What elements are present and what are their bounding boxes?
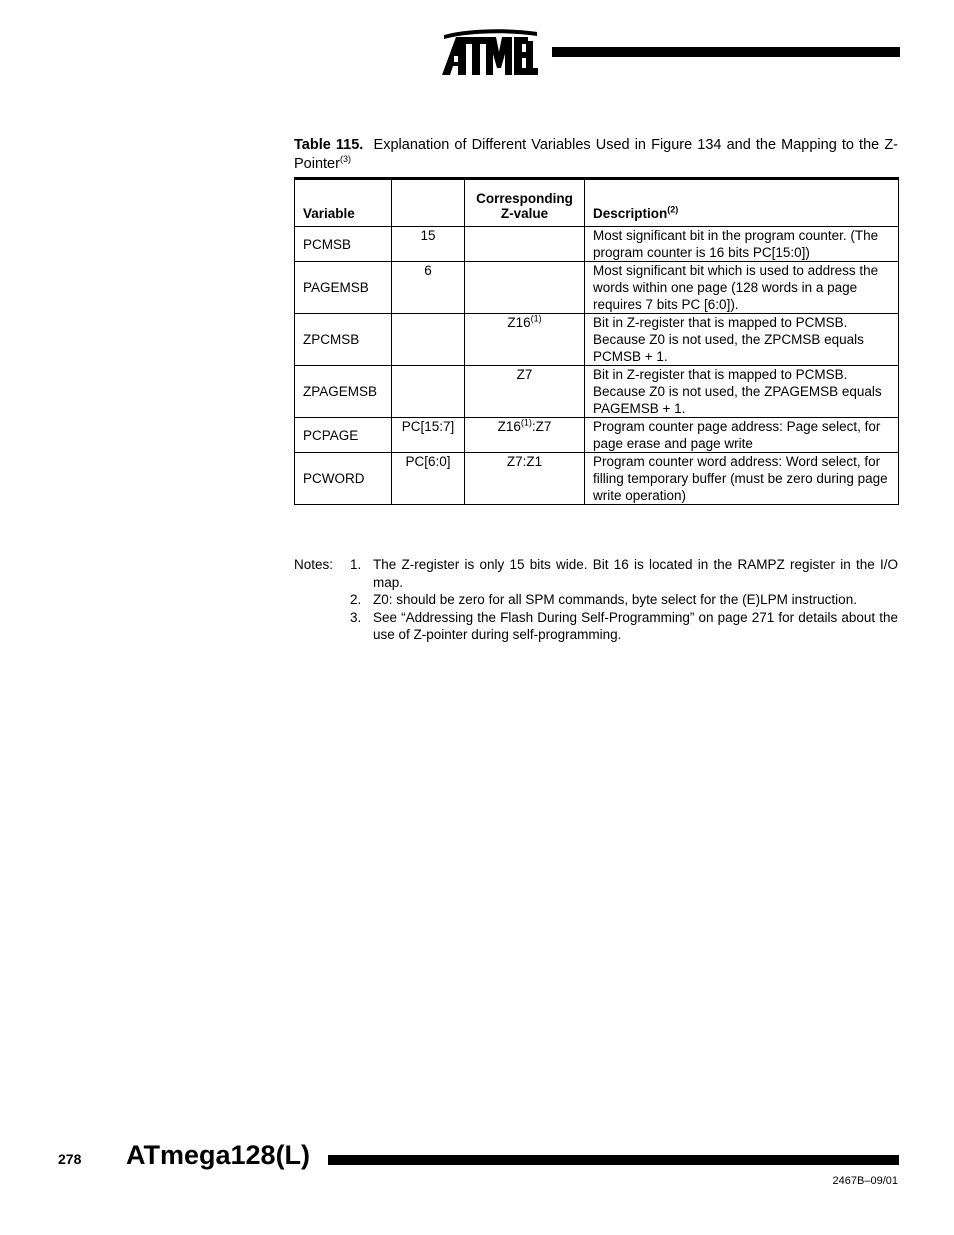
atmel-logo [440,28,540,78]
footer-rule [328,1155,899,1165]
notes-section [294,556,898,644]
cell-description: Bit in Z-register that is mapped to PCMSB. Because Z0 is not used, the ZPCMSB equals PCMSB + 1. [585,314,899,366]
cell-zvalue-tail: :Z7 [531,419,552,434]
description-footnote-ref: (2) [667,204,679,215]
cell-variable: PCMSB [295,227,392,262]
cell-bit: 6 [392,262,465,314]
document-code: 2467B–09/01 [832,1175,898,1187]
cell-description: Program counter word address: Word select, for filling temporary buffer (must be zero during page write operation) [585,453,899,505]
cell-variable: PCPAGE [295,418,392,453]
cell-description: Most significant bit in the program counter. (The program counter is 16 bits PC[15:0]) [585,227,899,262]
cell-variable: PCWORD [295,453,392,505]
cell-variable: ZPAGEMSB [295,366,392,418]
cell-zvalue [465,418,585,453]
cell-description: Program counter page address: Page select, for page erase and page write [585,418,899,453]
table-caption [294,136,898,174]
table-label: Table 115. [294,137,364,153]
variables-table [294,177,899,505]
cell-zvalue-text: Z7 [516,367,533,382]
page-number: 278 [58,1151,82,1167]
cell-zvalue [465,262,585,314]
note-item [294,556,898,591]
cell-description: Bit in Z-register that is mapped to PCMSB. Because Z0 is not used, the ZPAGEMSB equals PAGEMSB + 1. [585,366,899,418]
note-text: See “Addressing the Flash During Self-Programming” on page 271 for details about the use of Z-pointer during self-programming. [373,609,898,642]
zvalue-footnote-ref: (1) [520,417,532,428]
col-header-zvalue-line2: Z-value [500,206,549,221]
cell-variable: PAGEMSB [295,262,392,314]
cell-zvalue-text: Z7:Z1 [506,454,543,469]
col-header-description [585,179,899,227]
notes-label: Notes: [294,557,334,572]
table-row [295,453,899,505]
col-header-zvalue [465,179,585,227]
cell-bit: PC[15:7] [392,418,465,453]
table-row [295,366,899,418]
document-title: ATmega128(L) [126,1140,311,1170]
cell-bit: 15 [392,227,465,262]
cell-variable: ZPCMSB [295,314,392,366]
note-item [294,609,898,644]
col-header-variable: Variable [295,179,392,227]
cell-bit [392,314,465,366]
note-text: Z0: should be zero for all SPM commands, byte select for the (E)LPM instruction. [373,592,857,607]
cell-zvalue [465,366,585,418]
table-row [295,262,899,314]
table-row [295,227,899,262]
table-row [295,314,899,366]
note-number: 2. [350,592,362,607]
cell-zvalue-text: Z16 [507,315,531,330]
cell-bit [392,366,465,418]
header-rule [552,47,900,57]
note-item [294,591,898,609]
cell-zvalue [465,453,585,505]
table-row [295,418,899,453]
col-header-description-text: Description [593,206,668,221]
cell-zvalue-text: Z16 [497,419,521,434]
col-header-bit [392,179,465,227]
note-text: The Z-register is only 15 bits wide. Bit 16 is located in the RAMPZ register in the I/O map. [373,557,898,590]
note-number: 3. [350,609,362,625]
table-header-row [295,179,899,227]
cell-zvalue [465,227,585,262]
caption-footnote-ref: (3) [339,154,351,165]
cell-bit: PC[6:0] [392,453,465,505]
cell-description: Most significant bit which is used to address the words within one page (128 words in a page requires 7 bits PC [6:0]). [585,262,899,314]
zvalue-footnote-ref: (1) [530,313,542,324]
cell-zvalue [465,314,585,366]
note-number: 1. [350,557,362,572]
table-caption-text: Explanation of Different Variables Used in Figure 134 and the Mapping to the Z-Pointer [294,137,898,172]
col-header-zvalue-line1: Corresponding [476,191,573,206]
